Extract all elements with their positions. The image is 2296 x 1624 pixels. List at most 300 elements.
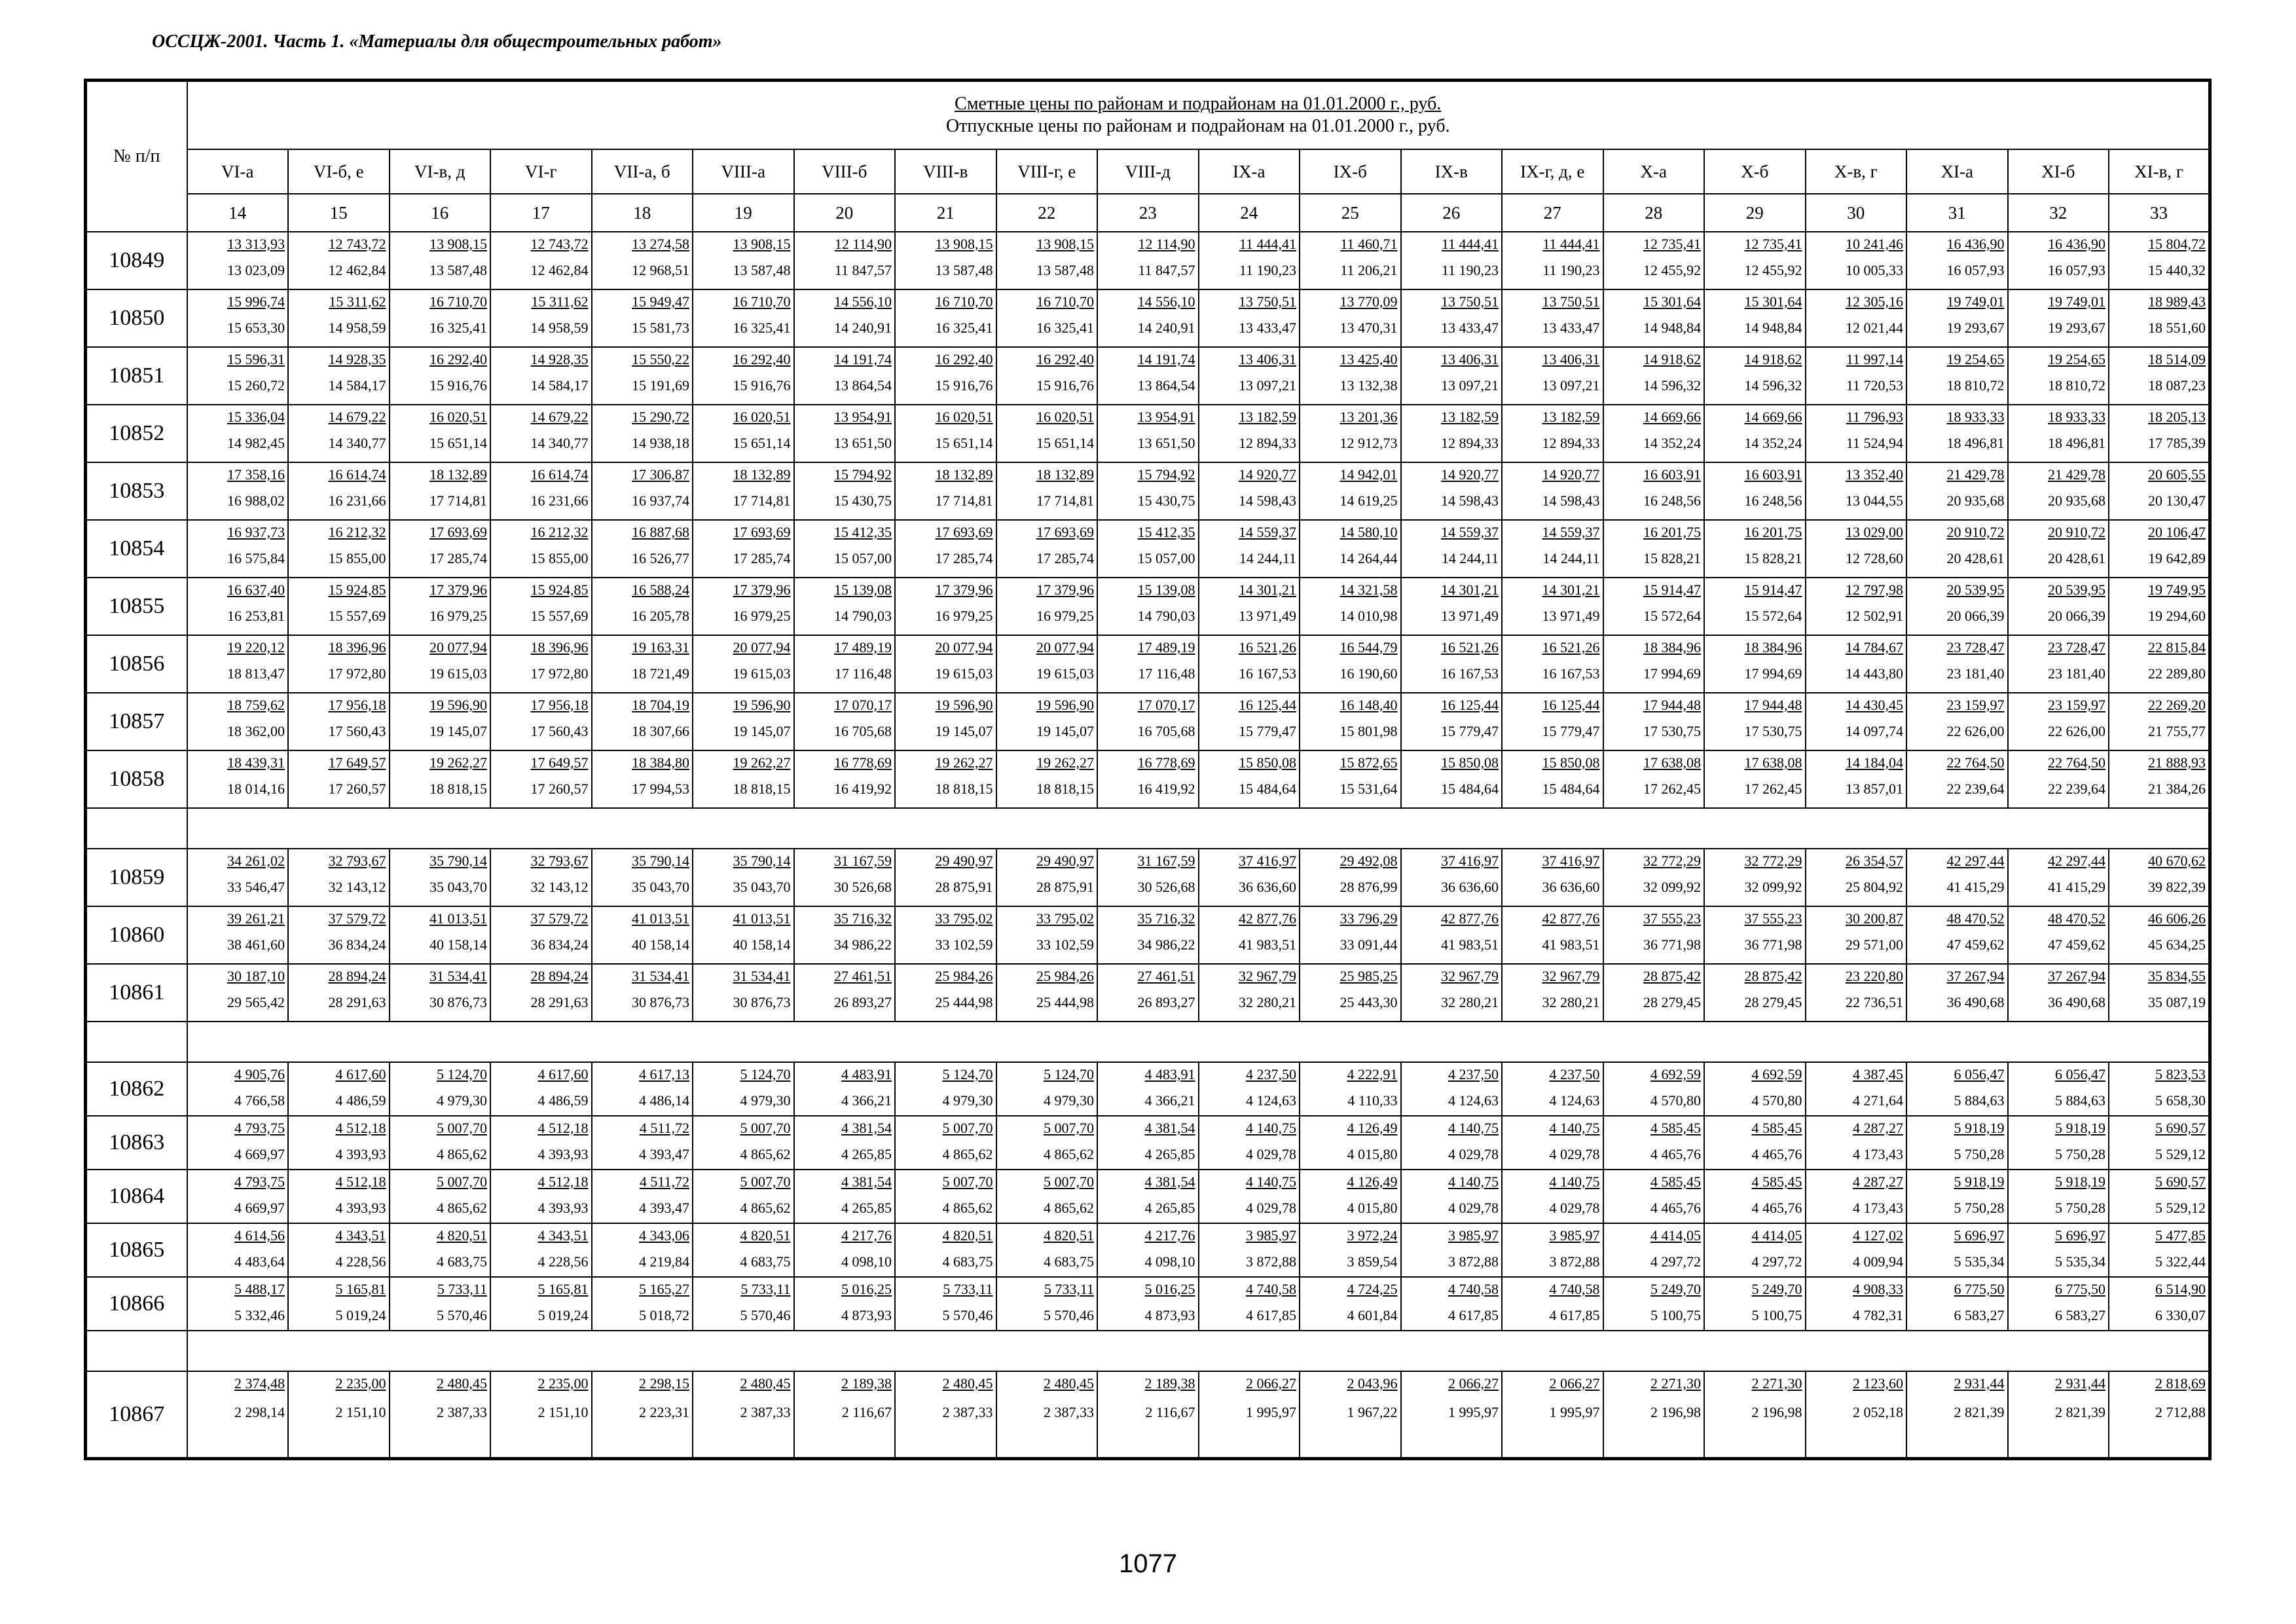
table-row [86,1371,2210,1459]
price-cell [187,1371,289,1459]
column-number: 32 [2008,194,2109,232]
release-price: 35 043,70 [733,879,791,895]
release-price: 14 596,32 [1744,377,1802,394]
estimate-price: 16 125,44 [1441,697,1499,713]
release-price: 3 859,54 [1347,1253,1398,1270]
release-price: 17 285,74 [1036,550,1094,566]
release-price: 28 291,63 [530,994,589,1010]
price-cell [390,1371,491,1459]
release-price: 30 876,73 [632,994,689,1010]
release-price: 34 986,22 [834,936,892,953]
price-cell [895,906,996,964]
estimate-price: 4 905,76 [234,1066,285,1082]
price-cell [2109,693,2210,750]
release-price: 11 206,21 [1340,262,1398,278]
release-price: 36 490,68 [1946,994,2005,1010]
estimate-price: 2 931,44 [2055,1375,2105,1392]
release-price: 22 626,00 [2048,723,2105,739]
release-price: 19 293,67 [1946,320,2005,336]
release-price: 5 884,63 [1954,1092,2005,1109]
release-price: 4 865,62 [740,1200,791,1216]
estimate-price: 4 127,02 [1853,1227,1903,1244]
price-cell [2008,693,2109,750]
release-price: 14 264,44 [1339,550,1398,566]
estimate-price: 31 534,41 [733,968,791,984]
item-code: 10853 [86,462,187,520]
price-cell [1097,1062,1199,1116]
release-price: 4 979,30 [942,1092,993,1109]
estimate-price: 11 997,14 [1846,351,1903,367]
estimate-price: 14 556,10 [834,293,892,310]
price-cell [1097,578,1199,635]
release-price: 28 875,91 [935,879,993,895]
release-price: 15 260,72 [227,377,285,394]
price-cell [1199,1277,1300,1331]
release-price: 36 834,24 [530,936,589,953]
price-cell [2109,906,2210,964]
price-cell [1097,849,1199,906]
estimate-price: 26 354,57 [1846,853,1903,869]
release-price: 5 019,24 [538,1307,589,1323]
price-cell [2109,1371,2210,1459]
release-price: 14 948,84 [1744,320,1802,336]
price-cell [187,964,289,1022]
release-price: 36 771,98 [1643,936,1701,953]
estimate-price: 16 637,40 [227,581,285,598]
column-number: 17 [490,194,592,232]
release-price: 12 502,91 [1846,608,1903,624]
estimate-price: 13 954,91 [834,409,892,425]
price-cell [895,750,996,808]
release-price: 20 428,61 [2048,550,2105,566]
estimate-price: 17 649,57 [530,754,589,771]
estimate-price: 15 850,08 [1239,754,1296,771]
release-price: 1 967,22 [1347,1404,1398,1420]
release-price: 15 855,00 [530,550,589,566]
price-cell [996,462,1098,520]
price-cell [1199,347,1300,405]
estimate-price: 4 692,59 [1751,1066,1802,1082]
estimate-price: 14 184,04 [1846,754,1903,771]
release-price: 19 615,03 [935,665,993,682]
release-price: 16 253,81 [227,608,285,624]
estimate-price: 15 311,62 [531,293,589,310]
price-cell [895,693,996,750]
item-code: 10852 [86,405,187,462]
release-price: 2 116,67 [841,1404,892,1420]
estimate-price: 13 182,59 [1239,409,1296,425]
price-cell [1401,1371,1503,1459]
estimate-price: 17 649,57 [328,754,386,771]
price-cell [2008,1277,2109,1331]
price-cell [1806,1062,1907,1116]
estimate-price: 16 020,51 [733,409,791,425]
estimate-price: 5 007,70 [942,1120,993,1136]
estimate-price: 14 920,77 [1239,466,1296,483]
estimate-price: 4 617,13 [639,1066,689,1082]
price-cell [1603,750,1705,808]
price-cell [1300,693,1401,750]
item-code: 10857 [86,693,187,750]
estimate-price: 17 379,96 [733,581,791,598]
estimate-price: 27 461,51 [1137,968,1195,984]
price-cell [895,1170,996,1223]
release-price: 4 979,30 [1044,1092,1094,1109]
price-cell [1806,1170,1907,1223]
estimate-price: 37 555,23 [1643,910,1701,927]
price-cell [1401,232,1503,289]
estimate-price: 32 793,67 [328,853,386,869]
release-price: 2 821,39 [1954,1404,2005,1420]
release-price: 41 983,51 [1441,936,1499,953]
price-cell [693,1062,794,1116]
estimate-price: 4 724,25 [1347,1281,1398,1297]
estimate-price: 5 124,70 [942,1066,993,1082]
price-cell [1806,462,1907,520]
estimate-price: 15 290,72 [632,409,689,425]
release-price: 4 173,43 [1853,1200,1903,1216]
price-cell [592,1223,693,1277]
estimate-price: 15 412,35 [1137,524,1195,540]
release-price: 15 779,47 [1441,723,1499,739]
estimate-price: 4 140,75 [1448,1120,1499,1136]
estimate-price: 5 690,57 [2155,1173,2206,1190]
release-price: 2 116,67 [1145,1404,1195,1420]
estimate-price: 20 077,94 [935,639,993,655]
price-cell [2109,750,2210,808]
price-cell [693,1277,794,1331]
release-price: 15 916,76 [733,377,791,394]
estimate-price: 15 914,47 [1744,581,1802,598]
price-cell [2008,750,2109,808]
price-cell [592,1062,693,1116]
price-cell [1199,1062,1300,1116]
release-price: 13 097,21 [1542,377,1600,394]
release-price: 11 190,23 [1239,262,1296,278]
estimate-price: 13 750,51 [1239,293,1296,310]
price-cell [490,1223,592,1277]
estimate-price: 31 534,41 [632,968,689,984]
release-price: 15 828,21 [1744,550,1802,566]
estimate-price: 20 077,94 [429,639,487,655]
estimate-price: 41 013,51 [733,910,791,927]
estimate-price: 2 374,48 [234,1375,285,1392]
price-cell [1603,289,1705,347]
release-price: 5 529,12 [2155,1200,2206,1216]
estimate-price: 14 920,77 [1441,466,1499,483]
release-price: 4 124,63 [1549,1092,1600,1109]
release-price: 13 971,49 [1239,608,1296,624]
estimate-price: 14 559,37 [1441,524,1499,540]
price-cell [592,1170,693,1223]
release-price: 14 596,32 [1643,377,1701,394]
estimate-price: 13 750,51 [1542,293,1600,310]
estimate-price: 17 489,19 [1137,639,1195,655]
price-cell [693,405,794,462]
estimate-price: 15 336,04 [227,409,285,425]
estimate-price: 3 985,97 [1549,1227,1600,1244]
release-price: 4 265,85 [841,1200,892,1216]
price-cell [1502,1062,1603,1116]
estimate-price: 5 007,70 [1044,1173,1094,1190]
estimate-price: 19 749,01 [2048,293,2105,310]
release-price: 17 560,43 [328,723,386,739]
price-cell [490,1277,592,1331]
release-price: 13 864,54 [834,377,892,394]
estimate-price: 14 669,66 [1643,409,1701,425]
estimate-price: 14 301,21 [1441,581,1499,598]
release-price: 14 443,80 [1846,665,1903,682]
release-price: 2 196,98 [1650,1404,1701,1420]
price-cell [1906,693,2008,750]
estimate-price: 13 201,36 [1339,409,1398,425]
release-price: 13 433,47 [1441,320,1499,336]
release-price: 4 865,62 [1044,1200,1094,1216]
release-price: 36 834,24 [328,936,386,953]
release-price: 4 873,93 [1144,1307,1195,1323]
price-cell [1401,635,1503,693]
release-price: 4 486,59 [335,1092,386,1109]
price-cell [1097,1223,1199,1277]
release-price: 4 366,21 [1144,1092,1195,1109]
price-cell [996,405,1098,462]
estimate-price: 14 920,77 [1542,466,1600,483]
release-price: 15 801,98 [1339,723,1398,739]
release-price: 16 979,25 [429,608,487,624]
item-code: 10859 [86,849,187,906]
release-price: 45 634,25 [2148,936,2206,953]
estimate-price: 19 596,90 [733,697,791,713]
price-cell [390,462,491,520]
estimate-price: 14 559,37 [1239,524,1296,540]
release-price: 4 110,33 [1347,1092,1398,1109]
release-price: 33 091,44 [1339,936,1398,953]
column-number: 16 [390,194,491,232]
price-cell [794,849,896,906]
release-price: 4 486,14 [639,1092,689,1109]
estimate-price: 14 580,10 [1339,524,1398,540]
price-cell [1603,1277,1705,1331]
price-cell [1704,1170,1806,1223]
estimate-price: 17 693,69 [935,524,993,540]
release-price: 18 496,81 [1946,435,2005,451]
release-price: 20 066,39 [1946,608,2005,624]
release-price: 12 894,33 [1239,435,1296,451]
price-cell [2109,462,2210,520]
estimate-price: 13 274,58 [632,236,689,252]
price-cell [288,1116,390,1170]
price-cell [1300,578,1401,635]
price-cell [1199,750,1300,808]
release-price: 16 325,41 [429,320,487,336]
estimate-price: 14 430,45 [1846,697,1903,713]
price-cell [2008,578,2109,635]
release-price: 16 205,78 [632,608,689,624]
estimate-price: 30 200,87 [1846,910,1903,927]
price-cell [592,462,693,520]
price-cell [187,750,289,808]
release-price: 5 570,46 [437,1307,487,1323]
price-cell [1300,347,1401,405]
release-price: 12 728,60 [1846,550,1903,566]
price-cell [1300,750,1401,808]
price-cell [1401,849,1503,906]
release-price: 5 019,24 [335,1307,386,1323]
release-price: 4 865,62 [942,1146,993,1162]
estimate-price: 4 617,60 [335,1066,386,1082]
table-row [86,693,2210,750]
estimate-price: 20 910,72 [2048,524,2105,540]
price-cell [1603,635,1705,693]
estimate-price: 15 924,85 [328,581,386,598]
price-cell [1097,750,1199,808]
release-price: 14 584,17 [530,377,589,394]
estimate-price: 20 106,47 [2148,524,2206,540]
release-price: 13 470,31 [1339,320,1398,336]
price-cell [996,1116,1098,1170]
release-price: 13 971,49 [1441,608,1499,624]
release-price: 4 029,78 [1448,1200,1499,1216]
release-price: 16 937,74 [632,492,689,509]
estimate-price: 28 894,24 [530,968,589,984]
price-cell [2109,849,2210,906]
price-cell [288,405,390,462]
price-cell [288,1062,390,1116]
price-cell [895,520,996,578]
estimate-price: 5 733,11 [1044,1281,1094,1297]
release-price: 4 393,93 [538,1146,589,1162]
price-cell [490,750,592,808]
release-price: 13 971,49 [1542,608,1600,624]
estimate-price: 4 512,18 [538,1120,589,1136]
price-cell [390,906,491,964]
price-cell [693,849,794,906]
release-price: 13 044,55 [1846,492,1903,509]
price-cell [1603,964,1705,1022]
estimate-price: 12 114,90 [834,236,892,252]
release-price: 15 057,00 [1137,550,1195,566]
estimate-price: 32 967,79 [1542,968,1600,984]
region-header: IX-в [1401,149,1503,194]
estimate-price: 15 872,65 [1339,754,1398,771]
price-cell [390,750,491,808]
estimate-price: 16 603,91 [1643,466,1701,483]
release-price: 20 130,47 [2148,492,2206,509]
release-price: 17 260,57 [328,781,386,797]
release-price: 32 143,12 [530,879,589,895]
estimate-price: 29 490,97 [935,853,993,869]
release-price: 15 557,69 [328,608,386,624]
release-price: 15 651,14 [1036,435,1094,451]
price-cell [693,232,794,289]
estimate-price: 12 797,98 [1846,581,1903,598]
estimate-price: 4 740,58 [1246,1281,1296,1297]
release-price: 13 433,47 [1542,320,1600,336]
estimate-price: 16 292,40 [733,351,791,367]
price-cell [1502,462,1603,520]
estimate-price: 11 444,41 [1441,236,1499,252]
release-price: 15 916,76 [1036,377,1094,394]
estimate-price: 17 693,69 [733,524,791,540]
release-price: 30 526,68 [1137,879,1195,895]
estimate-price: 19 220,12 [227,639,285,655]
price-cell [794,750,896,808]
estimate-price: 4 820,51 [1044,1227,1094,1244]
price-cell [2008,520,2109,578]
estimate-price: 14 321,58 [1339,581,1398,598]
price-cell [1906,1116,2008,1170]
release-price: 2 712,88 [2155,1404,2206,1420]
price-cell [1300,1116,1401,1170]
release-price: 28 875,91 [1036,879,1094,895]
estimate-price: 16 603,91 [1744,466,1802,483]
region-header-row [86,149,2210,194]
release-price: 18 818,15 [429,781,487,797]
column-number: 19 [693,194,794,232]
estimate-price: 4 483,91 [1144,1066,1195,1082]
estimate-price: 5 165,81 [335,1281,386,1297]
estimate-price: 12 735,41 [1744,236,1802,252]
estimate-price: 3 985,97 [1246,1227,1296,1244]
estimate-price: 37 579,72 [530,910,589,927]
price-cell [2008,849,2109,906]
price-cell [490,1170,592,1223]
price-cell [490,578,592,635]
column-number: 30 [1806,194,1907,232]
estimate-price: 17 944,48 [1744,697,1802,713]
group-separator-cell [86,808,187,849]
release-price: 15 430,75 [1137,492,1195,509]
estimate-price: 32 793,67 [530,853,589,869]
price-cell [794,462,896,520]
release-price: 14 244,11 [1239,550,1296,566]
release-price: 16 190,60 [1339,665,1398,682]
estimate-price: 19 596,90 [935,697,993,713]
price-cell [288,1371,390,1459]
column-number: 18 [592,194,693,232]
price-cell [794,232,896,289]
estimate-price: 15 139,08 [1137,581,1195,598]
estimate-price: 42 297,44 [2048,853,2105,869]
estimate-price: 22 764,50 [1946,754,2005,771]
release-price: 16 705,68 [1137,723,1195,739]
release-price: 5 570,46 [1044,1307,1094,1323]
estimate-price: 13 908,15 [935,236,993,252]
region-header: VIII-д [1097,149,1199,194]
price-cell [1300,906,1401,964]
price-cell [187,906,289,964]
estimate-price: 5 124,70 [437,1066,487,1082]
price-cell [592,750,693,808]
price-cell [1300,520,1401,578]
release-price: 16 167,53 [1441,665,1499,682]
price-cell [1806,289,1907,347]
item-code: 10864 [86,1170,187,1223]
price-cell [390,289,491,347]
price-cell [288,693,390,750]
release-price: 15 828,21 [1643,550,1701,566]
price-cell [693,462,794,520]
table-row [86,1277,2210,1331]
group-separator-row [86,808,2210,849]
price-cell [2109,1116,2210,1170]
estimate-price: 15 301,64 [1744,293,1802,310]
estimate-price: 18 132,89 [1036,466,1094,483]
price-cell [592,1277,693,1331]
release-price: 23 181,40 [1946,665,2005,682]
estimate-price: 5 007,70 [437,1173,487,1190]
estimate-price: 18 132,89 [935,466,993,483]
